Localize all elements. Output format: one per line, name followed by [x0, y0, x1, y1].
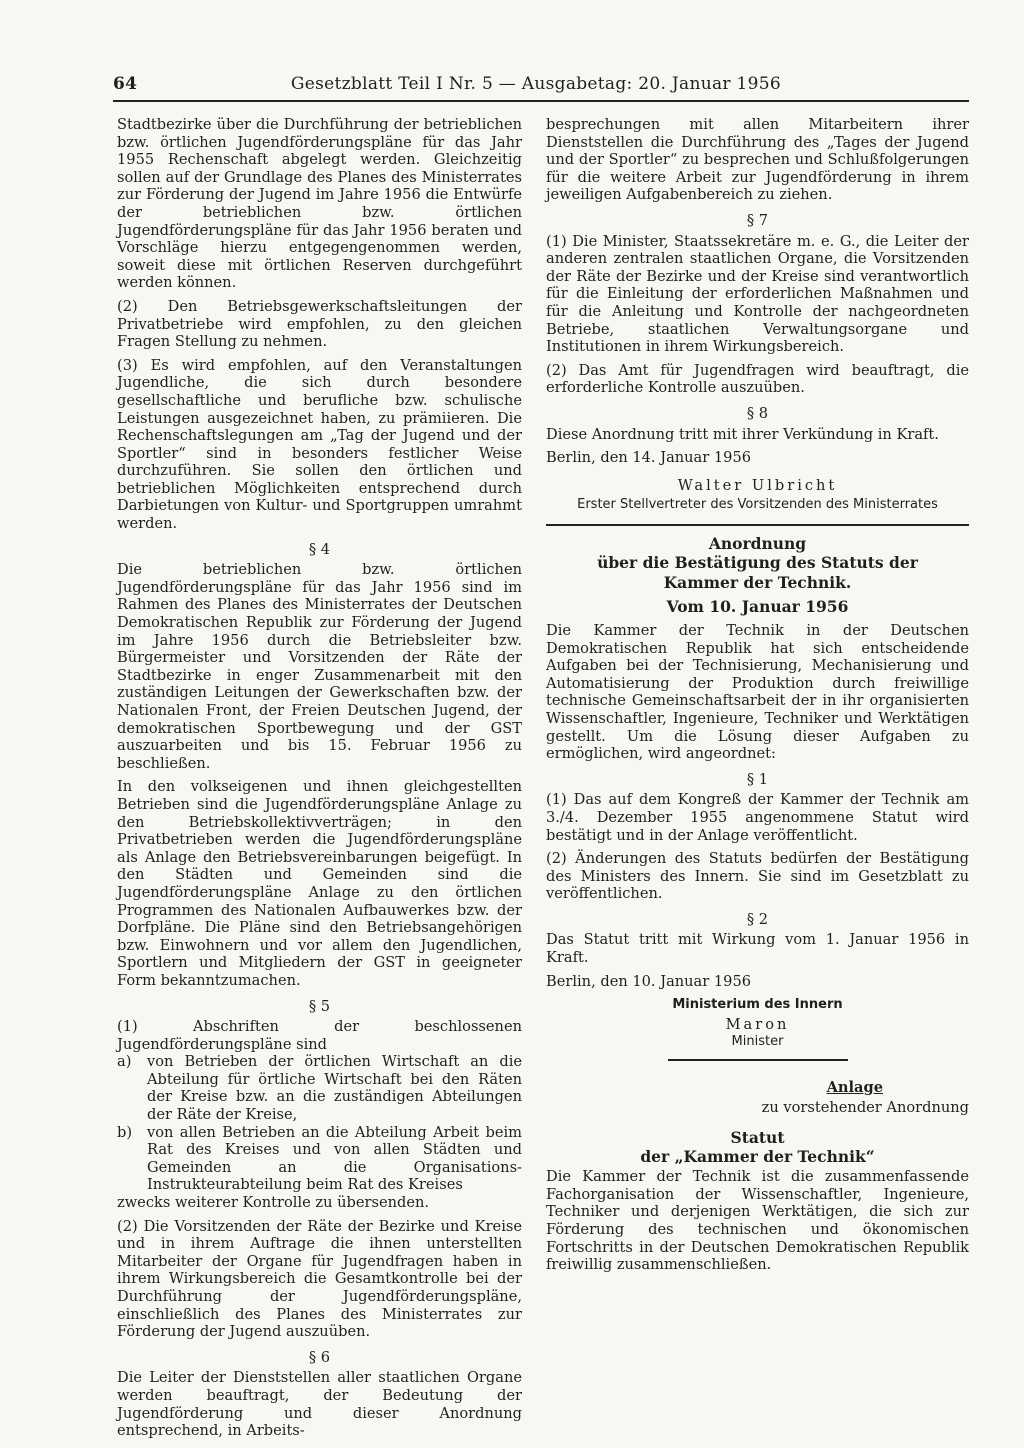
list-item-b [117, 1124, 522, 1194]
paragraph: (1) Abschriften der beschlossenen Jugendförderungspläne sind [117, 1018, 522, 1053]
header-rule [113, 100, 969, 102]
section-heading-1: § 1 [746, 770, 769, 788]
paragraph: Das Statut tritt mit Wirkung vom 1. Januar 1956 in Kraft. [546, 931, 969, 967]
page-number: 64 [113, 74, 138, 94]
paragraph: Die Kammer der Technik ist die zusammenfassende Fachorganisation der Wissenschaftler, Ingenieure, Techniker und derjenigen Werktätigen, die sich zur Förderung des technischen und ökonomischen Fortschritts in der Deutschen Demokratischen Republik freiwillig zusammenschließen. [546, 1168, 969, 1274]
statut-title-line: Statut [730, 1128, 785, 1148]
paragraph: Diese Anordnung tritt mit ihrer Verkündung in Kraft. [546, 425, 939, 443]
paragraph: (1) Das auf dem Kongreß der Kammer der Technik am 3./4. Dezember 1955 angenommene Statut wird bestätigt und in der Anlage veröffentlicht. [546, 791, 969, 844]
date-line: Berlin, den 14. Januar 1956 [546, 449, 752, 467]
minister-title: Minister [731, 1034, 784, 1050]
paragraph: (1) Die Minister, Staatssekretäre m. e. G., die Leiter der anderen zentralen staatlichen Organe, die Vorsitzenden der Räte der Bezirke und der Kreise sind verantwortlich für die Einleitung der erforderlichen Maßnahmen und für die Anleitung und Kontrolle der nachgeordneten Betriebe, staatlichen Verwaltungsorgane und Institutionen in ihrem Wirkungsbereich. [546, 232, 969, 356]
section-heading-4: § 4 [308, 540, 331, 558]
section-heading-6: § 6 [308, 1348, 331, 1366]
minister-name: Maron [725, 1015, 790, 1033]
left-column [117, 116, 522, 1446]
paragraph: besprechungen mit allen Mitarbeitern ihrer Dienststellen die Durchführung des „Tages der Jugend und der Sportler“ zu besprechen und Schlußfolgerungen für die weitere Arbeit zur Jugendförderung in ihrem jeweiligen Aufgabenbereich zu ziehen. [546, 116, 969, 204]
signer-name: Walter Ulbricht [677, 476, 838, 494]
paragraph: (2) Den Betriebsgewerkschaftsleitungen der Privatbetriebe wird empfohlen, zu den gleichen Fragen Stellung zu nehmen. [117, 297, 522, 351]
list-label: b) [117, 1123, 133, 1141]
document-title-line: Kammer der Technik. [663, 572, 852, 592]
paragraph: Die betrieblichen bzw. örtlichen Jugendförderungspläne für das Jahr 1956 sind im Rahmen des Planes des Ministerrates der Deutschen Demokratischen Republik zur Förderung der Jugend im Jahre 1956 durch die Betriebsleiter bzw. Bürgermeister und Vorsitzenden der Räte der Stadtbezirke in enger Zusammenarbeit mit den zuständigen Leitungen der Gewerkschaften bzw. der Nationalen Front, der Freien Deutschen Jugend, der demokratischen Sportbewegung und der GST auszuarbeiten und bis 15. Februar 1956 zu beschließen. [117, 561, 522, 772]
list-text: von allen Betrieben an die Abteilung Arbeit beim Rat des Kreises und von allen Städten und Gemeinden an die Organisations-Instrukteurabteilung beim Rat des Kreises [147, 1123, 522, 1194]
anlage-label: Anlage [826, 1079, 883, 1097]
list-text: von Betrieben der örtlichen Wirtschaft an die Abteilung für örtliche Wirtschaft bei den Räten der Kreise bzw. an die zuständigen Abteilungen der Räte der Kreise, [147, 1053, 522, 1124]
paragraph: (2) Die Vorsitzenden der Räte der Bezirke und Kreise und in ihrem Auftrage die ihnen unterstellten Mitarbeiter der Organe für Jugendfragen haben in ihrem Wirkungsbereich die Gesamtkontrolle bei der Durchführung der Jugendförderungspläne, einschließlich des Planes des Ministerrates zur Förderung der Jugend auszuüben. [117, 1217, 522, 1341]
paragraph: (2) Das Amt für Jugendfragen wird beauftragt, die erforderliche Kontrolle auszuüben. [546, 361, 969, 397]
paragraph: Stadtbezirke über die Durchführung der betrieblichen bzw. örtlichen Jugendförderungspläne für das Jahr 1955 Rechenschaft abgelegt werden. Gleichzeitig sollen auf der Grundlage des Planes des Ministerrates zur Förderung der Jugend im Jahre 1956 die Entwürfe der betrieblichen bzw. örtlichen Jugendförderungspläne für das Jahr 1956 beraten und Vorschläge hierzu entgegengenommen werden, soweit diese mit örtlichen Reserven durchgeführt werden können. [117, 116, 522, 292]
paragraph: In den volkseigenen und ihnen gleichgestellten Betrieben sind die Jugendförderungspläne Anlage zu den Betriebskollektivverträgen; in den Privatbetrieben werden die Jugendförderungspläne als Anlage den Betriebsvereinbarungen beigefügt. In den Städten und Gemeinden sind die Jugendförderungspläne Anlage zu den örtlichen Programmen des Nationalen Aufbauwerkes bzw. der Dorfpläne. Die Pläne sind den Betriebsangehörigen bzw. Einwohnern und vor allem den Jugendlichen, Sportlern und Mitgliedern der GST in geeigneter Form bekanntzumachen. [117, 778, 522, 989]
section-divider [546, 524, 969, 526]
document-title-line: über die Bestätigung des Statuts der [597, 553, 918, 573]
statut-title-line: der „Kammer der Technik“ [640, 1147, 875, 1167]
short-divider [668, 1059, 848, 1061]
document-date: Vom 10. Januar 1956 [666, 597, 849, 617]
document-title [546, 534, 969, 593]
paragraph: zwecks weiterer Kontrolle zu übersenden. [117, 1194, 430, 1212]
section-heading-8: § 8 [746, 404, 769, 422]
anlage-heading [546, 1079, 969, 1097]
page-header [113, 74, 781, 100]
paragraph: (2) Änderungen des Statuts bedürfen der Bestätigung des Ministers des Innern. Sie sind im Gesetzblatt zu veröffentlichen. [546, 850, 969, 903]
paragraph: Die Kammer der Technik in der Deutschen Demokratischen Republik hat sich entscheidende Aufgaben bei der Technisierung, Mechanisierung und Automatisierung der Produktion durch freiwillige technische Gemeinschaftsarbeit der in ihr organisierten Wissenschaftler, Ingenieure, Techniker und Werktätigen gestellt. Um die Lösung dieser Aufgaben zu ermöglichen, wird angeordnet: [546, 621, 969, 763]
right-column [546, 116, 969, 1280]
anlage-subtitle: zu vorstehender Anordnung [761, 1098, 969, 1116]
statut-title [546, 1128, 969, 1166]
list-label: a) [117, 1053, 132, 1071]
header-title: Gesetzblatt Teil I Nr. 5 — Ausgabetag: 20. Januar 1956 [290, 74, 781, 94]
signer-title: Erster Stellvertreter des Vorsitzenden des Ministerrates [577, 497, 938, 513]
paragraph: Die Leiter der Dienststellen aller staatlichen Organe werden beauftragt, der Bedeutung der Jugendförderung und dieser Anordnung entsprechend, in Arbeits- [117, 1369, 522, 1440]
list-item-a [117, 1053, 522, 1123]
ministry-name: Ministerium des Innern [672, 997, 843, 1013]
section-heading-7: § 7 [746, 211, 769, 229]
section-heading-5: § 5 [308, 997, 331, 1015]
date-line: Berlin, den 10. Januar 1956 [546, 972, 752, 990]
paragraph: (3) Es wird empfohlen, auf den Veranstaltungen Jugendliche, die sich durch besondere gesellschaftliche und berufliche bzw. schulische Leistungen ausgezeichnet haben, zu prämiieren. Die Rechenschaftslegungen am „Tag der Jugend und der Sportler“ sind in besonders festlicher Weise durchzuführen. Sie sollen den örtlichen und betrieblichen Möglichkeiten entsprechend durch Darbietungen von Kultur- und Sportgruppen umrahmt werden. [117, 356, 522, 533]
section-heading-2: § 2 [746, 910, 769, 928]
document-title-line: Anordnung [708, 533, 807, 553]
